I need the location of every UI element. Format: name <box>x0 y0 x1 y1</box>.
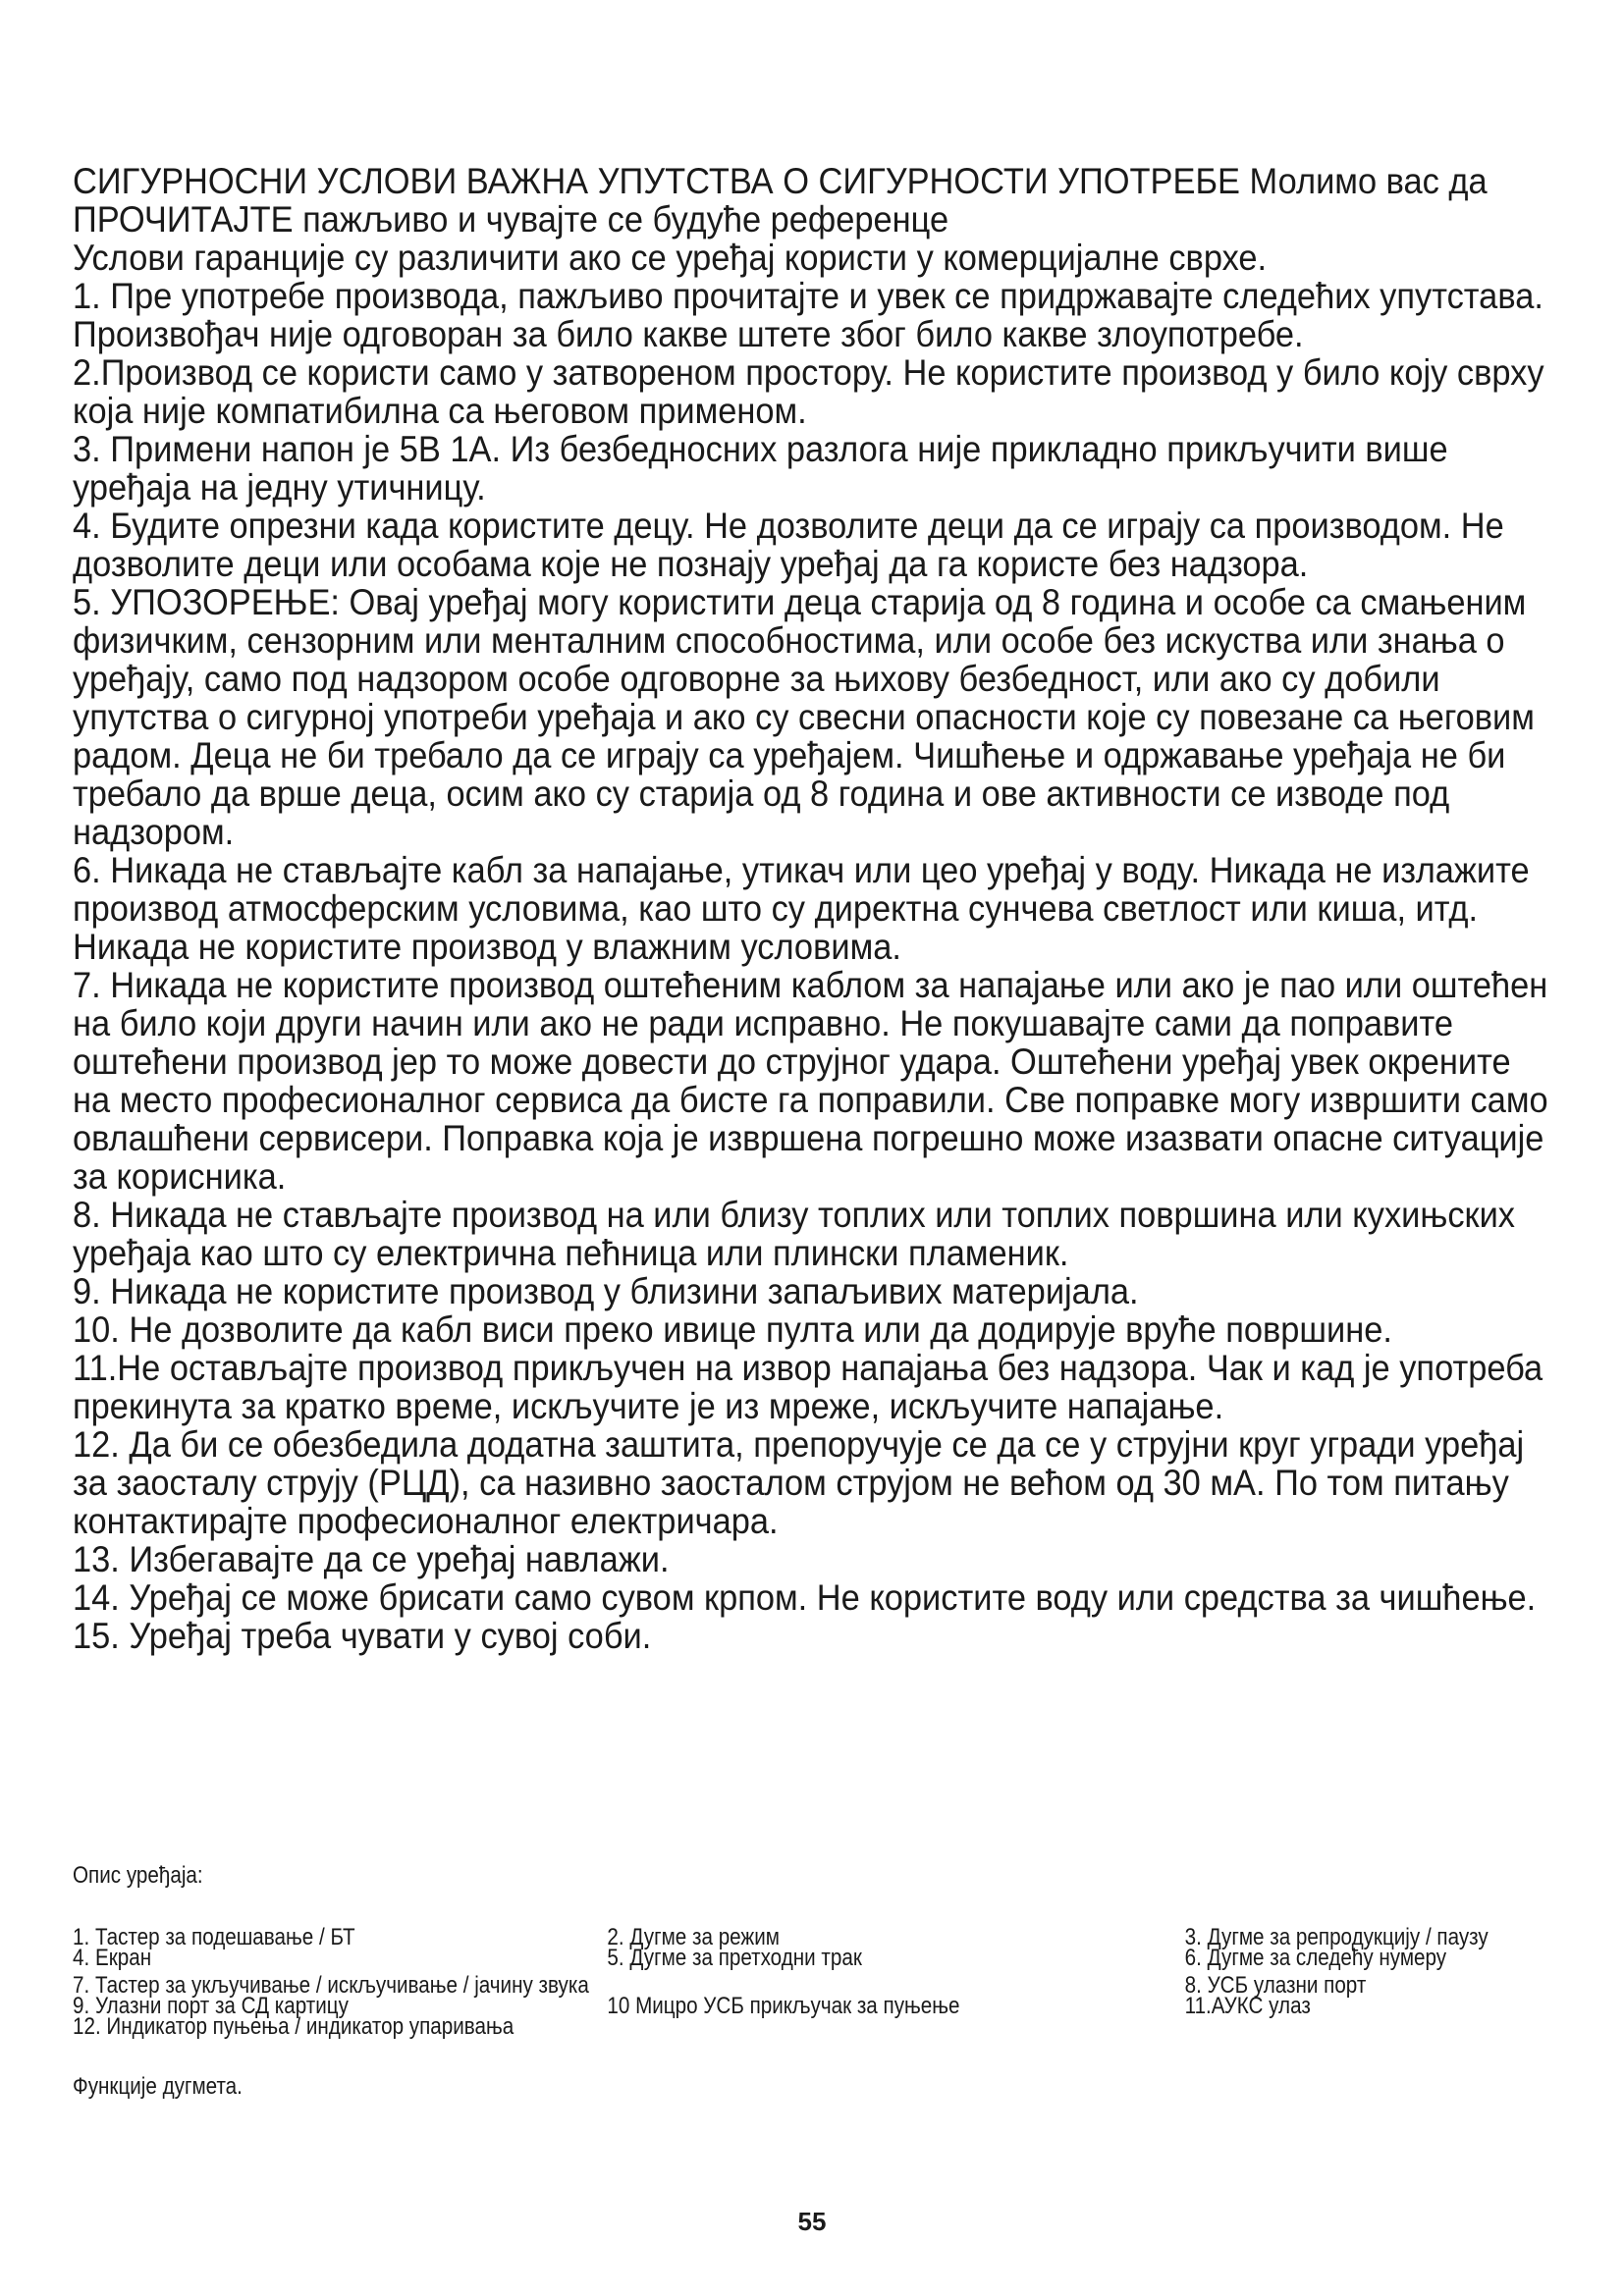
part-item-9: 9. Улазни порт за СД картицу <box>73 1993 349 2019</box>
part-item-2: 2. Дугме за режим <box>607 1924 780 1950</box>
safety-item-10: 10. Не дозволите да кабл виси преко ивице пулта или да додирује вруће површине. <box>73 1309 1392 1350</box>
part-item-6: 6. Дугме за следећу нумеру <box>1184 1945 1447 1971</box>
safety-item-6: 6. Никада не стављајте кабл за напајање, утикач или цео уређај у воду. Никада не излажите производ атмосферским условима, као што су директна сунчева светлост или киша, итд. Никада не користите производ у влажним условима. <box>73 850 1530 967</box>
safety-item-14: 14. Уређај се може брисати само сувом крпом. Не користите воду или средства за чишћење. <box>73 1577 1537 1618</box>
part-item-7: 7. Тастер за укључивање / искључивање / јачину звука <box>73 1972 589 1999</box>
safety-item-8: 8. Никада не стављајте производ на или близу топлих или топлих површина или кухињских уређаја као што су електрична пећница или плински пламеник. <box>73 1195 1516 1273</box>
safety-text-block <box>73 162 1555 1655</box>
part-item-12: 12. Индикатор пуњења / индикатор упаривања <box>73 2013 514 2040</box>
safety-heading: СИГУРНОСНИ УСЛОВИ ВАЖНА УПУТСТВА О СИГУРНОСТИ УПОТРЕБЕ Молимо вас да ПРОЧИТАЈТЕ пажљиво и чувајте се будуће референце <box>73 161 1488 240</box>
part-item-3: 3. Дугме за репродукцију / паузу <box>1184 1924 1489 1950</box>
page-number: 55 <box>797 2207 827 2236</box>
part-item-11: 11.АУКС улаз <box>1184 1993 1311 2019</box>
device-parts-list <box>73 1924 1489 2040</box>
warranty-note: Услови гаранције су различити ако се уређај користи у комерцијалне сврхе. <box>73 238 1268 278</box>
part-item-5: 5. Дугме за претходни трак <box>607 1945 862 1971</box>
part-item-4: 4. Екран <box>73 1945 152 1971</box>
safety-item-13: 13. Избегавајте да се уређај навлажи. <box>73 1539 670 1579</box>
device-description-title: Опис уређаја: <box>73 1862 203 1889</box>
safety-item-15: 15. Уређај треба чувати у сувој соби. <box>73 1616 652 1656</box>
safety-item-7: 7. Никада не користите производ оштећеним каблом за напајање или ако је пао или оштећен на било који други начин или ако не ради исправно. Не покушавајте сами да поправите оштећени производ јер то може довести до струјног удара. Оштећени уређај увек окрените на место професионалног сервиса да бисте га поправили. Све поправке могу извршити само овлашћени сервисери. Поправка која је извршена погрешно може изазвати опасне ситуације за корисника. <box>73 965 1548 1197</box>
part-item-1: 1. Тастер за подешавање / БТ <box>73 1924 355 1950</box>
part-item-8: 8. УСБ улазни порт <box>1184 1972 1367 1999</box>
safety-item-2: 2.Производ се користи само у затвореном простору. Не користите производ у било коју сврху која није компатибилна са његовом применом. <box>73 352 1544 431</box>
safety-section <box>73 162 1555 1655</box>
safety-item-5: 5. УПОЗОРЕЊЕ: Овај уређај могу користити деца старија од 8 година и особе са смањеним физичким, сензорним или менталним способностима, или особе без искуства или знања о уређају, само под надзором особе одговорне за њихову безбедност, или ако су добили упутства о сигурној употреби уређаја и ако су свесни опасности које су повезане са његовим радом. Деца не би требало да се играју са уређајем. Чишћење и одржавање уређаја не би требало да врше деца, осим ако су старија од 8 година и ове активности се изводе под надзором. <box>73 582 1535 852</box>
safety-item-11: 11.Не остављајте производ прикључен на извор напајања без надзора. Чак и кад је употреба прекинута за кратко време, искључите је из мреже, искључите напајање. <box>73 1348 1543 1426</box>
functions-title: Функције дугмета. <box>73 2073 243 2100</box>
safety-item-1: 1. Пре употребе производа, пажљиво прочитајте и увек се придржавајте следећих упутстава. Произвођач није одговоран за било какве штете због било какве злоупотребе. <box>73 276 1543 354</box>
safety-item-3: 3. Примени напон је 5В 1А. Из безбедносних разлога није прикладно прикључити више уређаја на једну утичницу. <box>73 429 1448 507</box>
safety-item-4: 4. Будите опрезни када користите децу. Не дозволите деци да се играју са производом. Не дозволите деци или особама које не познају уређај да га користе без надзора. <box>73 506 1504 584</box>
safety-item-9: 9. Никада не користите производ у близини запаљивих материјала. <box>73 1271 1139 1311</box>
safety-item-12: 12. Да би се обезбедила додатна заштита, препоручује се да се у струјни круг угради уређај за заосталу струју (РЦД), са називно заосталом струјом не већом од 30 мА. По том питању контактирајте професионалног електричара. <box>73 1424 1525 1541</box>
part-item-10: 10 Мицро УСБ прикључак за пуњење <box>607 1993 960 2019</box>
device-description-section <box>73 1862 1555 2120</box>
